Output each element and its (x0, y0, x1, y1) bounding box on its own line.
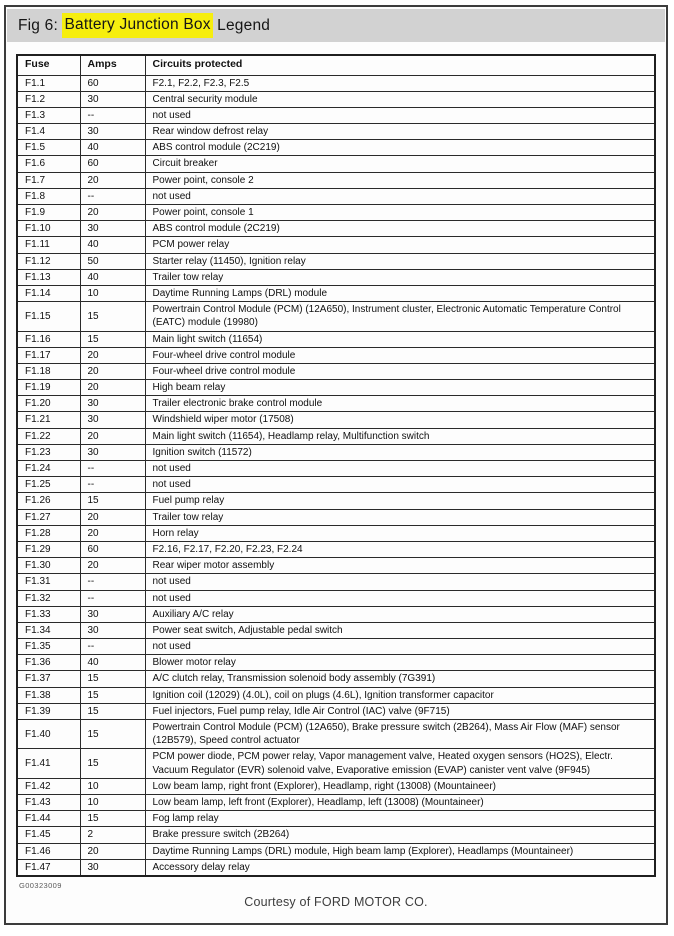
table-row (17, 639, 655, 655)
table-row (17, 590, 655, 606)
amps-cell: 20 (80, 558, 145, 574)
amps-cell: 10 (80, 778, 145, 794)
circuits-cell: Fuel pump relay (145, 493, 655, 509)
table-row (17, 574, 655, 590)
table-row (17, 687, 655, 703)
circuits-cell: Power point, console 2 (145, 172, 655, 188)
figure-title-prefix: Fig 6: (18, 16, 63, 34)
circuits-cell: not used (145, 107, 655, 123)
table-row (17, 188, 655, 204)
table-row (17, 428, 655, 444)
table-row (17, 156, 655, 172)
highlighted-title-text: Battery Junction Box (62, 13, 212, 38)
amps-cell: 30 (80, 859, 145, 876)
circuits-cell: Ignition switch (11572) (145, 444, 655, 460)
circuits-cell: Auxiliary A/C relay (145, 606, 655, 622)
table-row (17, 720, 655, 749)
fuse-cell: F1.3 (17, 107, 80, 123)
amps-cell: 30 (80, 91, 145, 107)
fuse-cell: F1.38 (17, 687, 80, 703)
fuse-cell: F1.37 (17, 671, 80, 687)
fuse-cell: F1.17 (17, 347, 80, 363)
table-row (17, 558, 655, 574)
circuits-cell: ABS control module (2C219) (145, 221, 655, 237)
fuse-cell: F1.39 (17, 703, 80, 719)
fuse-cell: F1.29 (17, 541, 80, 557)
table-row (17, 749, 655, 778)
circuits-cell: Ignition coil (12029) (4.0L), coil on plugs (4.6L), Ignition transformer capacitor (145, 687, 655, 703)
table-row (17, 221, 655, 237)
table-row (17, 396, 655, 412)
circuits-cell: F2.16, F2.17, F2.20, F2.23, F2.24 (145, 541, 655, 557)
fuse-table-body (17, 75, 655, 876)
table-row (17, 461, 655, 477)
amps-cell: 30 (80, 412, 145, 428)
circuits-cell: not used (145, 590, 655, 606)
circuits-cell: not used (145, 188, 655, 204)
circuits-cell: Blower motor relay (145, 655, 655, 671)
circuits-cell: Central security module (145, 91, 655, 107)
table-row (17, 606, 655, 622)
circuits-cell: Main light switch (11654), Headlamp relay, Multifunction switch (145, 428, 655, 444)
column-header-fuse: Fuse (17, 55, 80, 75)
amps-cell: -- (80, 639, 145, 655)
circuits-cell: Brake pressure switch (2B264) (145, 827, 655, 843)
circuits-cell: Four-wheel drive control module (145, 363, 655, 379)
table-row (17, 493, 655, 509)
circuits-cell: PCM power diode, PCM power relay, Vapor management valve, Heated oxygen sensors (HO2S), Electr. Vacuum Regulator (EVR) solenoid valve, Evaporative emission (EVAP) canister vent valve (9F945) (145, 749, 655, 778)
fuse-cell: F1.47 (17, 859, 80, 876)
amps-cell: 20 (80, 843, 145, 859)
amps-cell: 20 (80, 380, 145, 396)
fuse-table-area (16, 54, 656, 877)
table-row (17, 380, 655, 396)
circuits-cell: Trailer tow relay (145, 269, 655, 285)
figure-id: G00323009 (19, 880, 62, 890)
table-row (17, 811, 655, 827)
table-row (17, 107, 655, 123)
table-row (17, 843, 655, 859)
circuits-cell: PCM power relay (145, 237, 655, 253)
table-row (17, 671, 655, 687)
circuits-cell: Starter relay (11450), Ignition relay (145, 253, 655, 269)
fuse-cell: F1.23 (17, 444, 80, 460)
fuse-cell: F1.44 (17, 811, 80, 827)
amps-cell: 15 (80, 331, 145, 347)
circuits-cell: Horn relay (145, 525, 655, 541)
circuits-cell: Power seat switch, Adjustable pedal switch (145, 622, 655, 638)
fuse-cell: F1.18 (17, 363, 80, 379)
fuse-cell: F1.24 (17, 461, 80, 477)
amps-cell: -- (80, 574, 145, 590)
circuits-cell: Daytime Running Lamps (DRL) module, High beam lamp (Explorer), Headlamps (Mountaineer) (145, 843, 655, 859)
fuse-cell: F1.6 (17, 156, 80, 172)
amps-cell: 15 (80, 720, 145, 749)
circuits-cell: not used (145, 639, 655, 655)
fuse-cell: F1.35 (17, 639, 80, 655)
amps-cell: 15 (80, 493, 145, 509)
fuse-cell: F1.5 (17, 140, 80, 156)
fuse-cell: F1.30 (17, 558, 80, 574)
fuse-cell: F1.31 (17, 574, 80, 590)
column-header-amps: Amps (80, 55, 145, 75)
table-row (17, 75, 655, 91)
fuse-cell: F1.26 (17, 493, 80, 509)
table-row (17, 302, 655, 331)
fuse-cell: F1.19 (17, 380, 80, 396)
amps-cell: -- (80, 590, 145, 606)
amps-cell: 60 (80, 75, 145, 91)
table-row (17, 525, 655, 541)
table-row (17, 859, 655, 876)
fuse-table (16, 54, 656, 877)
circuits-cell: not used (145, 574, 655, 590)
fuse-cell: F1.42 (17, 778, 80, 794)
amps-cell: 20 (80, 428, 145, 444)
circuits-cell: Fog lamp relay (145, 811, 655, 827)
circuits-cell: F2.1, F2.2, F2.3, F2.5 (145, 75, 655, 91)
fuse-cell: F1.34 (17, 622, 80, 638)
fuse-cell: F1.9 (17, 205, 80, 221)
fuse-cell: F1.22 (17, 428, 80, 444)
circuits-cell: Powertrain Control Module (PCM) (12A650), Instrument cluster, Electronic Automatic Temperature Control (EATC) module (19980) (145, 302, 655, 331)
amps-cell: 40 (80, 655, 145, 671)
table-row (17, 237, 655, 253)
amps-cell: -- (80, 188, 145, 204)
table-row (17, 331, 655, 347)
circuits-cell: Windshield wiper motor (17508) (145, 412, 655, 428)
table-row (17, 412, 655, 428)
table-row (17, 140, 655, 156)
fuse-cell: F1.14 (17, 285, 80, 301)
fuse-cell: F1.27 (17, 509, 80, 525)
circuits-cell: Daytime Running Lamps (DRL) module (145, 285, 655, 301)
circuits-cell: Fuel injectors, Fuel pump relay, Idle Air Control (IAC) valve (9F715) (145, 703, 655, 719)
courtesy-line: Courtesy of FORD MOTOR CO. (244, 895, 428, 909)
amps-cell: 20 (80, 525, 145, 541)
table-row (17, 253, 655, 269)
table-row (17, 477, 655, 493)
table-row (17, 541, 655, 557)
table-row (17, 703, 655, 719)
fuse-cell: F1.21 (17, 412, 80, 428)
fuse-cell: F1.32 (17, 590, 80, 606)
table-row (17, 794, 655, 810)
circuits-cell: ABS control module (2C219) (145, 140, 655, 156)
amps-cell: 20 (80, 509, 145, 525)
amps-cell: 15 (80, 703, 145, 719)
circuits-cell: Power point, console 1 (145, 205, 655, 221)
circuits-cell: Rear window defrost relay (145, 124, 655, 140)
table-row (17, 205, 655, 221)
amps-cell: 40 (80, 269, 145, 285)
amps-cell: 60 (80, 156, 145, 172)
table-row (17, 655, 655, 671)
circuits-cell: Circuit breaker (145, 156, 655, 172)
table-row (17, 444, 655, 460)
circuits-cell: Accessory delay relay (145, 859, 655, 876)
column-header-circuits: Circuits protected (145, 55, 655, 75)
amps-cell: 30 (80, 396, 145, 412)
amps-cell: -- (80, 461, 145, 477)
fuse-cell: F1.4 (17, 124, 80, 140)
fuse-cell: F1.8 (17, 188, 80, 204)
figure-title-bar (7, 9, 665, 42)
circuits-cell: Low beam lamp, right front (Explorer), Headlamp, right (13008) (Mountaineer) (145, 778, 655, 794)
amps-cell: 40 (80, 237, 145, 253)
fuse-cell: F1.12 (17, 253, 80, 269)
amps-cell: 15 (80, 749, 145, 778)
amps-cell: 15 (80, 687, 145, 703)
fuse-cell: F1.43 (17, 794, 80, 810)
fuse-cell: F1.10 (17, 221, 80, 237)
amps-cell: 60 (80, 541, 145, 557)
amps-cell: 30 (80, 622, 145, 638)
amps-cell: 10 (80, 285, 145, 301)
table-row (17, 363, 655, 379)
table-row (17, 509, 655, 525)
circuits-cell: A/C clutch relay, Transmission solenoid body assembly (7G391) (145, 671, 655, 687)
amps-cell: 30 (80, 444, 145, 460)
fuse-cell: F1.41 (17, 749, 80, 778)
fuse-cell: F1.11 (17, 237, 80, 253)
amps-cell: 30 (80, 606, 145, 622)
amps-cell: 20 (80, 172, 145, 188)
circuits-cell: Four-wheel drive control module (145, 347, 655, 363)
figure-frame (4, 5, 668, 925)
table-row (17, 347, 655, 363)
fuse-cell: F1.45 (17, 827, 80, 843)
fuse-cell: F1.28 (17, 525, 80, 541)
table-row (17, 269, 655, 285)
fuse-cell: F1.33 (17, 606, 80, 622)
fuse-cell: F1.15 (17, 302, 80, 331)
amps-cell: 2 (80, 827, 145, 843)
amps-cell: 50 (80, 253, 145, 269)
table-row (17, 124, 655, 140)
circuits-cell: not used (145, 477, 655, 493)
circuits-cell: not used (145, 461, 655, 477)
table-header-row (17, 55, 655, 75)
circuits-cell: High beam relay (145, 380, 655, 396)
amps-cell: -- (80, 477, 145, 493)
circuits-cell: Main light switch (11654) (145, 331, 655, 347)
fuse-cell: F1.20 (17, 396, 80, 412)
table-row (17, 285, 655, 301)
amps-cell: -- (80, 107, 145, 123)
table-row (17, 622, 655, 638)
fuse-cell: F1.13 (17, 269, 80, 285)
circuits-cell: Trailer tow relay (145, 509, 655, 525)
fuse-cell: F1.46 (17, 843, 80, 859)
amps-cell: 30 (80, 124, 145, 140)
amps-cell: 20 (80, 205, 145, 221)
fuse-cell: F1.36 (17, 655, 80, 671)
amps-cell: 15 (80, 811, 145, 827)
amps-cell: 40 (80, 140, 145, 156)
fuse-cell: F1.16 (17, 331, 80, 347)
circuits-cell: Trailer electronic brake control module (145, 396, 655, 412)
amps-cell: 20 (80, 363, 145, 379)
amps-cell: 15 (80, 671, 145, 687)
fuse-cell: F1.2 (17, 91, 80, 107)
table-row (17, 827, 655, 843)
table-row (17, 778, 655, 794)
table-row (17, 91, 655, 107)
fuse-cell: F1.40 (17, 720, 80, 749)
amps-cell: 20 (80, 347, 145, 363)
fuse-cell: F1.7 (17, 172, 80, 188)
amps-cell: 10 (80, 794, 145, 810)
fuse-cell: F1.25 (17, 477, 80, 493)
amps-cell: 30 (80, 221, 145, 237)
figure-title-suffix: Legend (212, 16, 271, 34)
amps-cell: 15 (80, 302, 145, 331)
fuse-cell: F1.1 (17, 75, 80, 91)
circuits-cell: Rear wiper motor assembly (145, 558, 655, 574)
table-row (17, 172, 655, 188)
circuits-cell: Powertrain Control Module (PCM) (12A650), Brake pressure switch (2B264), Mass Air Flow (MAF) sensor (12B579), Speed control actuator (145, 720, 655, 749)
circuits-cell: Low beam lamp, left front (Explorer), Headlamp, left (13008) (Mountaineer) (145, 794, 655, 810)
